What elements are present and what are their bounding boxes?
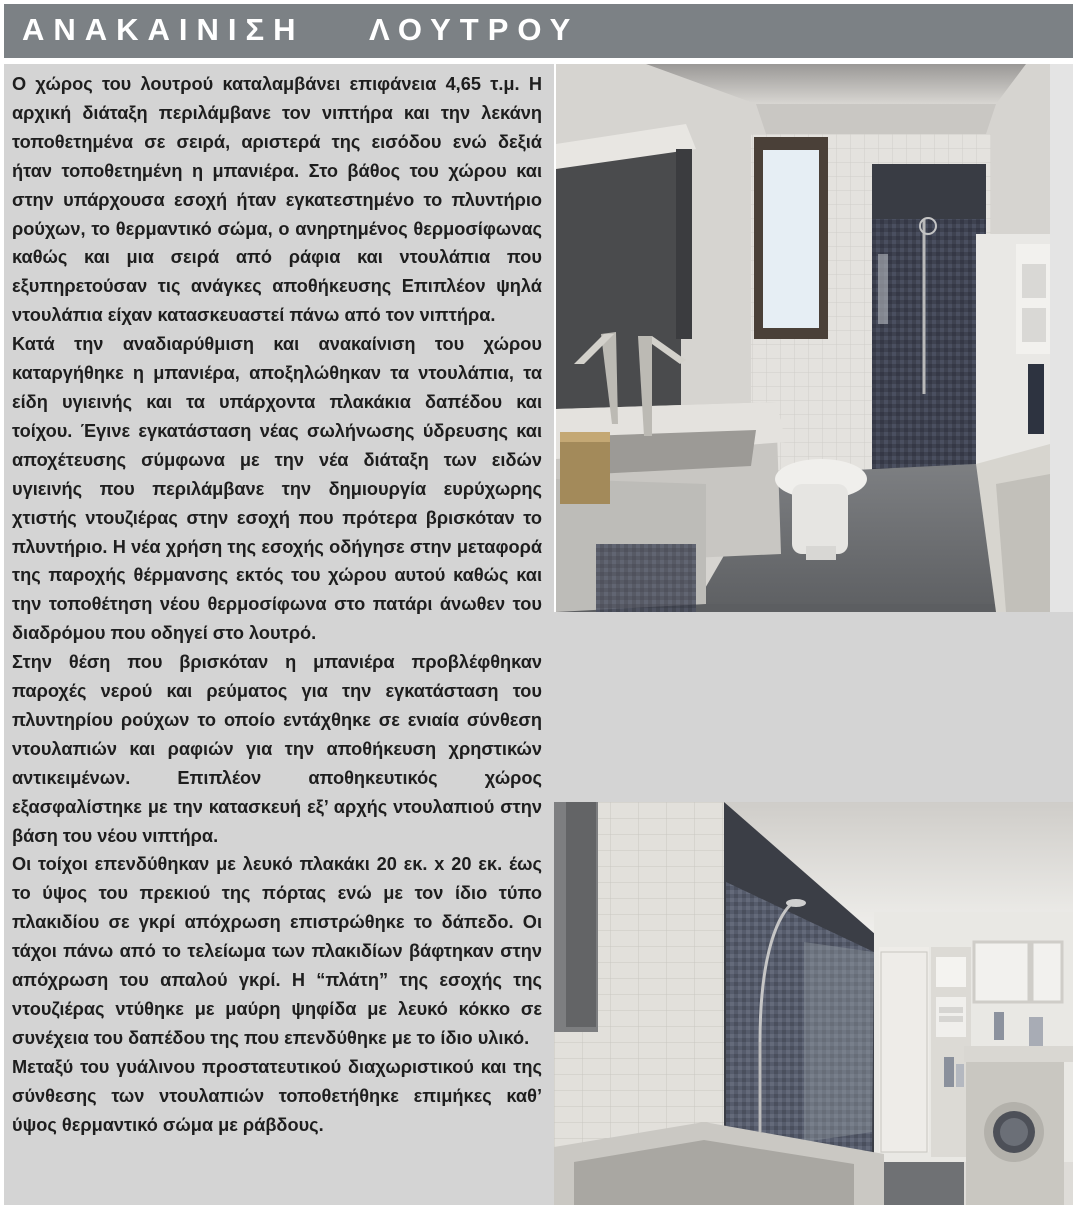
- article-body: [12, 70, 542, 1140]
- text-panel: [4, 64, 554, 1205]
- article-paragraph-3: Στην θέση που βρισκόταν η μπανιέρα προβλέφθηκαν παροχές νερού και ρεύματος για την εγκατάσταση του πλυντηρίου ρούχων το οποίο εντάχθηκε σε ενιαία σύνθεση ντουλαπιών και ραφιών για την αποθήκευση χρηστικών αντικειμένων. Επιπλέον αποθηκευτικός χώρος εξασφαλίστηκε με την κατασκευή εξ’ αρχής ντουλαπιού στην βάση του νέου νιπτήρα.: [12, 652, 542, 846]
- title-bar: [4, 4, 1073, 58]
- bathroom-render-laundry-view: [554, 802, 1073, 1205]
- bathroom-render-shower-view: [556, 64, 1050, 612]
- article-paragraph-2: Κατά την αναδιαρύθμιση και ανακαίνιση του χώρου καταργήθηκε η μπανιέρα, αποξηλώθηκαν τα ντουλάπια, τα είδη υγιεινής και τα υπάρχοντα πλακάκια δαπέδου και τοίχου. Έγινε εγκατάσταση νέας σωλήνωσης ύδρευσης και αποχέτευσης σύμφωνα με την νέα διάταξη των ειδών υγιεινής που περιλάμβανε την δημιουργία ευρύχωρης χτιστής ντουζιέρας στην εσοχή που πρότερα βρισκόταν το πλυντήριο. Η νέα χρήση της εσοχής οδήγησε στην μεταφορά της παροχής θέρμανσης εκτός του χώρου αυτού καθώς και την τοποθέτηση νέου θερμοσίφωνα στο πατάρι άνωθεν του διαδρόμου που οδηγεί στο λουτρό.: [12, 334, 542, 644]
- article-paragraph-1: Ο χώρος του λουτρού καταλαμβάνει επιφάνεια 4,65 τ.μ. Η αρχική διάταξη περιλάμβανε τον νιπτήρα και την λεκάνη τοποθετημένα σε σειρά, αριστερά της εισόδου ενώ δεξιά ήταν τοποθετημένη η μπανιέρα. Στο βάθος του χώρου και στην υπάρχουσα εσοχή ήταν εγκατεστημένο το πλυντήριο ρούχων, το θερμαντικό σώμα, ο ανηρτημένος θερμοσίφωνας καθώς και μια σειρά από ράφια και ντουλάπια που εξυπηρετούσαν τις ανάγκες αποθήκευσης Επιπλέον ψηλά ντουλάπια είχαν κατασκευαστεί πάνω από τον νιπτήρα.: [12, 74, 542, 326]
- page-title-word-1: ΑΝΑΚΑΙΝΙΣΗ: [22, 12, 305, 47]
- article-paragraph-5: Μεταξύ του γυάλινου προστατευτικού διαχωριστικού και της σύνθεσης των ντουλαπιών τοποθετήθηκε επιμήκες καθ’ ύψος θερμαντικό σώμα με ράβδους.: [12, 1056, 542, 1135]
- photo-margin: [1050, 64, 1073, 612]
- image-gap: [554, 612, 1073, 802]
- article-paragraph-4: Οι τοίχοι επενδύθηκαν με λευκό πλακάκι 20 εκ. x 20 εκ. έως το ύψος του πρεκιού της πόρτας ενώ με τον ίδιο τύπο πλακιδίου σε γκρί απόχρωση επιστρώθηκε το δάπεδο. Οι τάχοι πάνω από το τελείωμα των πλακιδίων βάφτηκαν στην απόχρωση του απαλού γκρί. Η “πλάτη” της εσοχής της ντουζιέρας ντύθηκε με μαύρη ψηφίδα με λευκό κόκκο σε συνέχεια του δαπέδου της που επενδύθηκε με το ίδιο υλικό.: [12, 854, 542, 1048]
- page-title-word-2: ΛΟΥΤΡΟΥ: [369, 12, 580, 47]
